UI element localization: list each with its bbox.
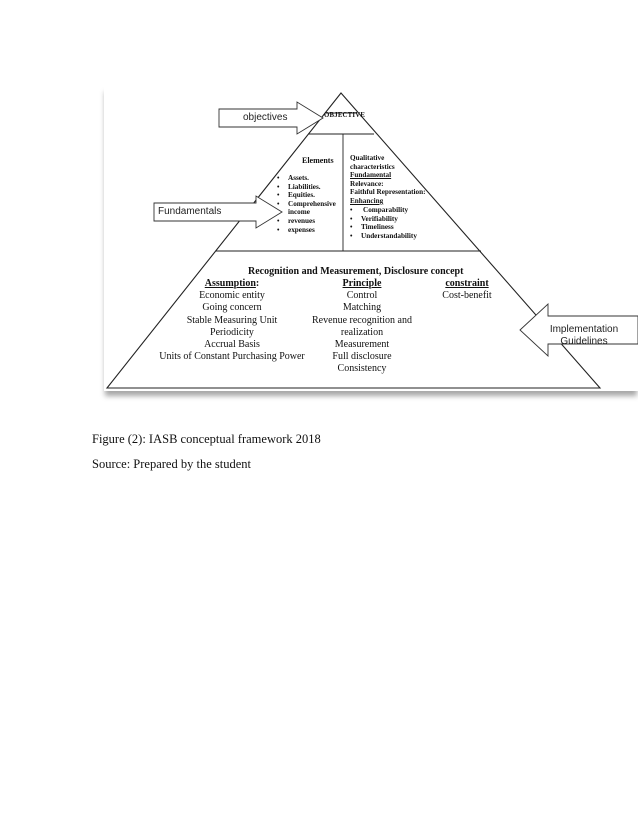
assumption-item: Periodicity	[210, 326, 254, 338]
assumption-column	[155, 278, 309, 363]
principle-item: Matching	[342, 302, 382, 314]
source-caption: Source: Prepared by the student	[92, 457, 251, 471]
assumption-item: Economic entity	[199, 290, 265, 302]
elements-item: • Assets.	[277, 174, 341, 183]
constraint-column	[432, 278, 502, 302]
elements-item: • revenues	[277, 217, 341, 226]
assumption-item: Stable Measuring Unit	[186, 314, 278, 326]
constraint-item: Cost-benefit	[442, 290, 492, 302]
fundamental-item: Faithful Representation:	[350, 188, 426, 197]
constraint-heading: constraint	[445, 278, 489, 289]
enhancing-item: • Comparability	[350, 206, 417, 215]
principle-heading: Principle	[342, 278, 382, 289]
qualitative-block: Qualitative characteristics Fundamental Relevance: Faithful Representation: Enhancing	[350, 154, 426, 205]
elements-title: Elements	[302, 156, 334, 165]
enhancing-item: • Verifiability	[350, 215, 417, 224]
principle-item: Control	[346, 290, 378, 302]
assumption-heading: Assumption:	[204, 278, 260, 289]
figure-caption: Figure (2): IASB conceptual framework 2018	[92, 432, 321, 446]
elements-list	[277, 174, 341, 234]
fundamentals-arrow-label: Fundamentals	[158, 206, 222, 217]
principle-column	[306, 278, 418, 376]
enhancing-item: • Timeliness	[350, 223, 417, 232]
implementation-arrow-label: Implementation Guidelines	[549, 324, 619, 347]
assumption-item: Accrual Basis	[204, 339, 260, 351]
enhancing-list	[350, 206, 417, 240]
assumption-item: Going concern	[202, 302, 262, 314]
assumption-item: Units of Constant Purchasing Power	[159, 351, 305, 363]
principle-item: Consistency	[337, 363, 387, 375]
fundamental-heading: Fundamental	[350, 171, 392, 180]
elements-item: • Equities.	[277, 191, 341, 200]
principle-item: realization	[340, 326, 384, 338]
enhancing-item: • Understandability	[350, 232, 417, 241]
principle-item: Full disclosure	[332, 351, 392, 363]
principle-item: Measurement	[334, 339, 390, 351]
objectives-arrow-label: objectives	[243, 112, 288, 123]
principle-item: Revenue recognition and	[312, 314, 412, 326]
elements-item: • Comprehensive income	[277, 200, 341, 217]
elements-item: • Liabilities.	[277, 183, 341, 192]
fundamental-item: Relevance:	[350, 179, 384, 188]
elements-item: • expenses	[277, 226, 341, 235]
objective-label: OBJECTIVE	[324, 112, 366, 119]
recognition-title: Recognition and Measurement, Disclosure concept	[248, 266, 464, 277]
enhancing-heading: Enhancing	[350, 196, 384, 205]
